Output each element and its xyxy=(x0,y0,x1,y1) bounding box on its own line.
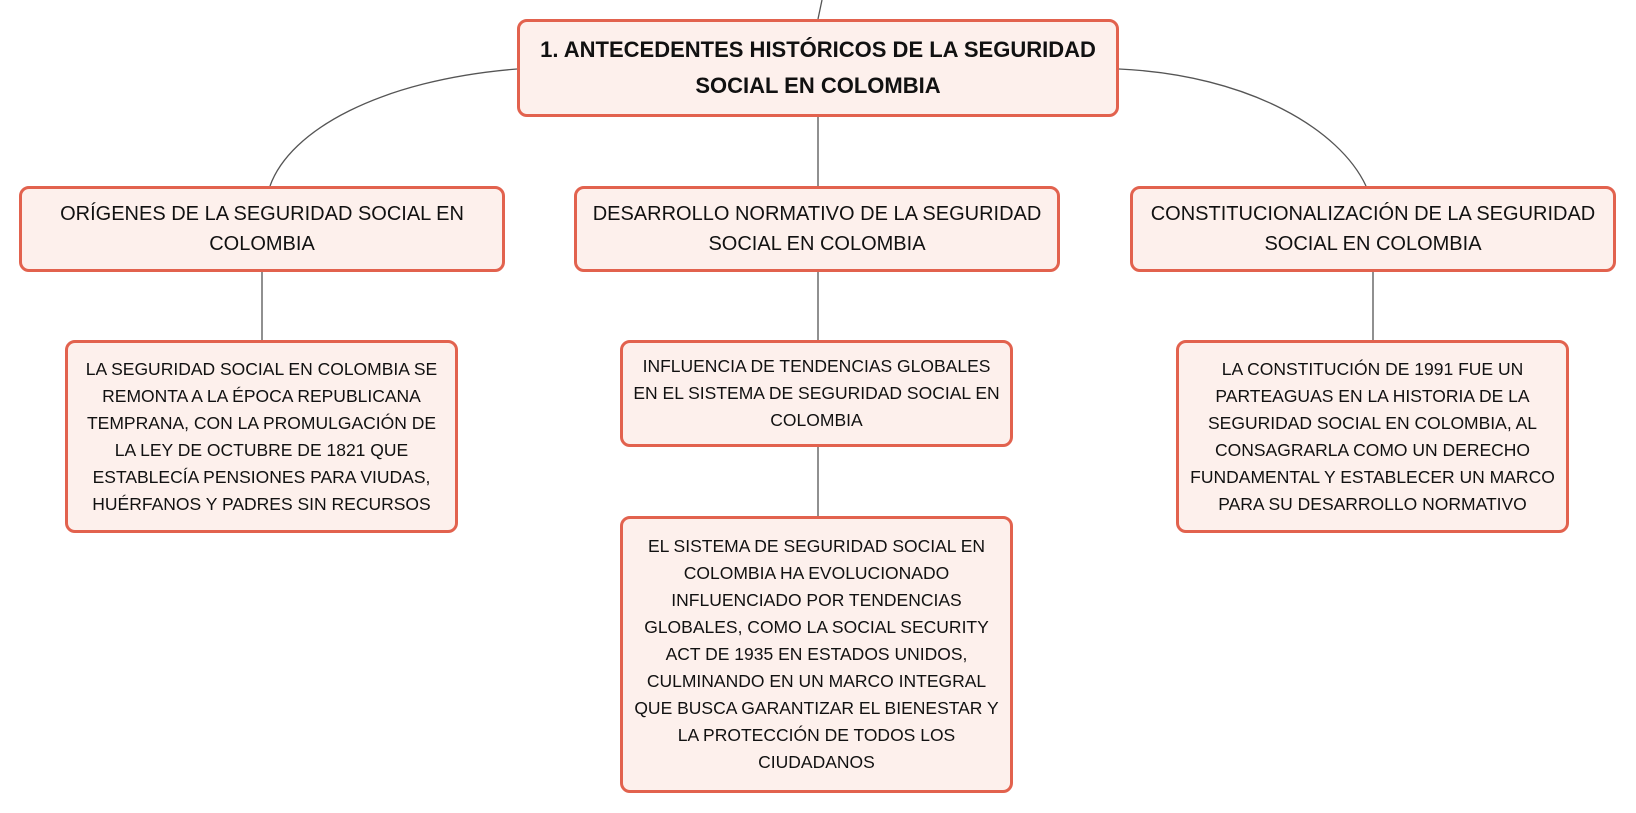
origenes-detail-node[interactable] xyxy=(65,340,458,533)
root-topic-label: 1. ANTECEDENTES HISTÓRICOS DE LA SEGURIDAD SOCIAL EN COLOMBIA xyxy=(540,37,1096,98)
constitucionalizacion-topic-label: CONSTITUCIONALIZACIÓN DE LA SEGURIDAD SOCIAL EN COLOMBIA xyxy=(1150,203,1596,255)
desarrollo-topic-label: DESARROLLO NORMATIVO DE LA SEGURIDAD SOCIAL EN COLOMBIA xyxy=(592,203,1042,255)
constitucionalizacion-detail-label: LA CONSTITUCIÓN DE 1991 FUE UN PARTEAGUAS EN LA HISTORIA DE LA SEGURIDAD SOCIAL EN COLOMBIA, AL CONSAGRARLA COMO UN DERECHO FUNDAMENTAL Y ESTABLECER UN MARCO PARA SU DESARROLLO NORMATIVO xyxy=(1190,358,1555,514)
connector-root-constitucion xyxy=(1119,69,1366,186)
evolucion-detail-label: EL SISTEMA DE SEGURIDAD SOCIAL EN COLOMBIA HA EVOLUCIONADO INFLUENCIADO POR TENDENCIAS GLOBALES, COMO LA SOCIAL SECURITY ACT DE 1935 EN ESTADOS UNIDOS, CULMINANDO EN UN MARCO INTEGRAL QUE BUSCA GARANTIZAR EL BIENESTAR Y LA PROTECCIÓN DE TODOS LOS CIUDADANOS xyxy=(634,536,999,772)
constitucionalizacion-topic-node[interactable] xyxy=(1130,186,1616,272)
connector-parent-root xyxy=(818,0,822,19)
evolucion-detail-node[interactable] xyxy=(620,516,1013,793)
influencia-subtopic-label: INFLUENCIA DE TENDENCIAS GLOBALES EN EL SISTEMA DE SEGURIDAD SOCIAL EN COLOMBIA xyxy=(633,356,1000,430)
origenes-detail-label: LA SEGURIDAD SOCIAL EN COLOMBIA SE REMONTA A LA ÉPOCA REPUBLICANA TEMPRANA, CON LA PROMULGACIÓN DE LA LEY DE OCTUBRE DE 1821 QUE ESTABLECÍA PENSIONES PARA VIUDAS, HUÉRFANOS Y PADRES SIN RECURSOS xyxy=(85,358,438,514)
connector-root-origenes xyxy=(270,69,517,186)
origenes-topic-label: ORÍGENES DE LA SEGURIDAD SOCIAL EN COLOMBIA xyxy=(60,203,464,255)
influencia-subtopic-node[interactable] xyxy=(620,340,1013,447)
constitucionalizacion-detail-node[interactable] xyxy=(1176,340,1569,533)
root-topic-node[interactable] xyxy=(517,19,1119,117)
origenes-topic-node[interactable] xyxy=(19,186,505,272)
desarrollo-topic-node[interactable] xyxy=(574,186,1060,272)
